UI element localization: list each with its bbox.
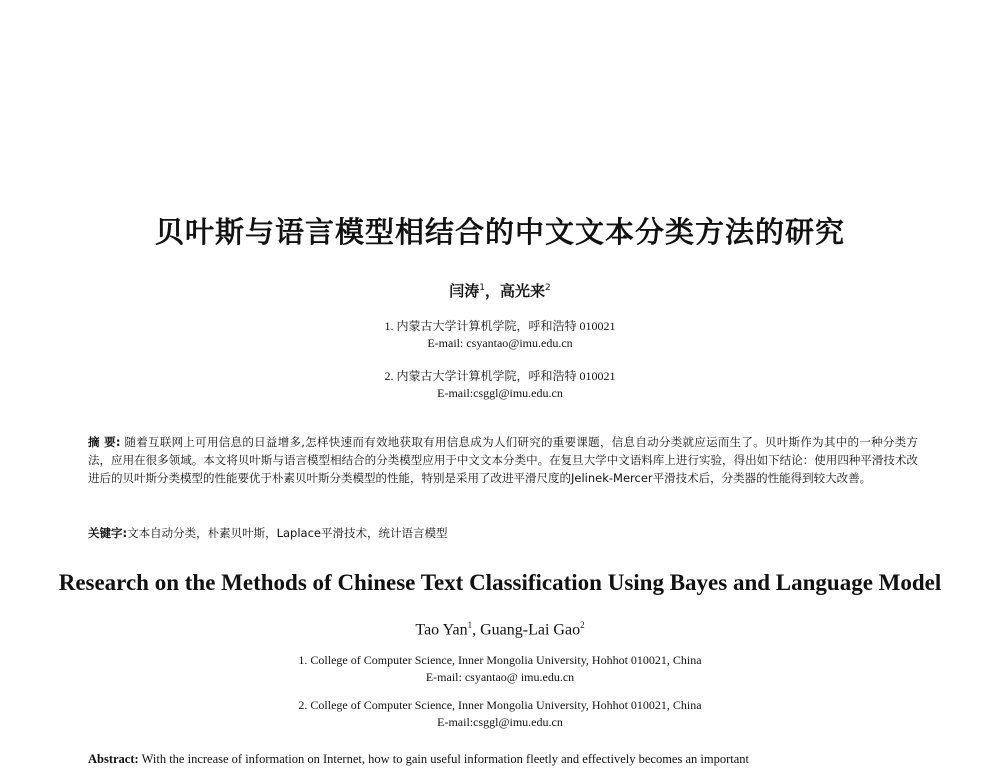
author-separator: ,: [472, 621, 481, 639]
author-1-mark: 1: [479, 283, 485, 293]
author-separator: ，: [484, 282, 500, 300]
chinese-affiliation-1: [0, 318, 1000, 352]
author-2-mark: 2: [580, 620, 585, 630]
affiliation-email: E-mail: csyantao@ imu.edu.cn: [425, 670, 575, 684]
chinese-authors: [0, 280, 1000, 301]
english-abstract-text: With the increase of information on Internet, how to gain useful information fleetly and effectively becomes an important: [141, 752, 749, 766]
english-title: Research on the Methods of Chinese Text Classification Using Bayes and Language Model: [58, 570, 942, 595]
english-abstract-label: Abstract:: [88, 752, 139, 766]
affiliation-line: 2. 内蒙古大学计算机学院，呼和浩特 010021: [384, 369, 616, 383]
chinese-title: 贝叶斯与语言模型相结合的中文文本分类方法的研究: [154, 215, 845, 249]
chinese-keywords: [88, 524, 918, 542]
english-abstract: [88, 750, 918, 768]
chinese-author-2: 高光来: [500, 282, 546, 300]
chinese-abstract-text: 随着互联网上可用信息的日益增多,怎样快速而有效地获取有用信息成为人们研究的重要课题，信息自动分类就应运而生了。贝叶斯作为其中的一种分类方法，应用在很多领域。本文将贝叶斯与语言模型相结合的分类模型应用于中文文本分类中。在复旦大学中文语料库上进行实验，得出如下结论：使用四种平滑技术改进后的贝叶斯分类模型的性能要优于朴素贝叶斯分类模型的性能，特别是采用了改进平滑尺度的Jelinek-Mercer平滑技术后，分类器的性能得到较大改善。: [88, 435, 919, 485]
chinese-keywords-text: 文本自动分类，朴素贝叶斯，Laplace平滑技术，统计语言模型: [127, 526, 448, 540]
affiliation-line: 1. College of Computer Science, Inner Mongolia University, Hohhot 010021, China: [298, 653, 702, 667]
affiliation-email: E-mail:csggl@imu.edu.cn: [437, 386, 563, 400]
author-1-mark: 1: [467, 620, 473, 630]
author-2-mark: 2: [545, 283, 551, 293]
chinese-abstract-label: 摘 要:: [88, 435, 121, 449]
affiliation-email: E-mail: csyantao@imu.edu.cn: [427, 336, 573, 350]
english-authors: [0, 620, 1000, 639]
affiliation-line: 2. College of Computer Science, Inner Mongolia University, Hohhot 010021, China: [298, 698, 702, 712]
english-author-2: Guang-Lai Gao: [480, 621, 581, 639]
chinese-affiliation-2: [0, 368, 1000, 402]
english-author-1: Tao Yan: [415, 621, 468, 639]
affiliation-email: E-mail:csggl@imu.edu.cn: [437, 715, 563, 729]
english-affiliation-2: [0, 697, 1000, 731]
english-affiliation-1: [0, 652, 1000, 686]
affiliation-line: 1. 内蒙古大学计算机学院，呼和浩特 010021: [384, 319, 616, 333]
chinese-author-1: 闫涛: [449, 282, 480, 300]
chinese-abstract: [88, 433, 918, 487]
chinese-keywords-label: 关键字:: [88, 526, 128, 540]
